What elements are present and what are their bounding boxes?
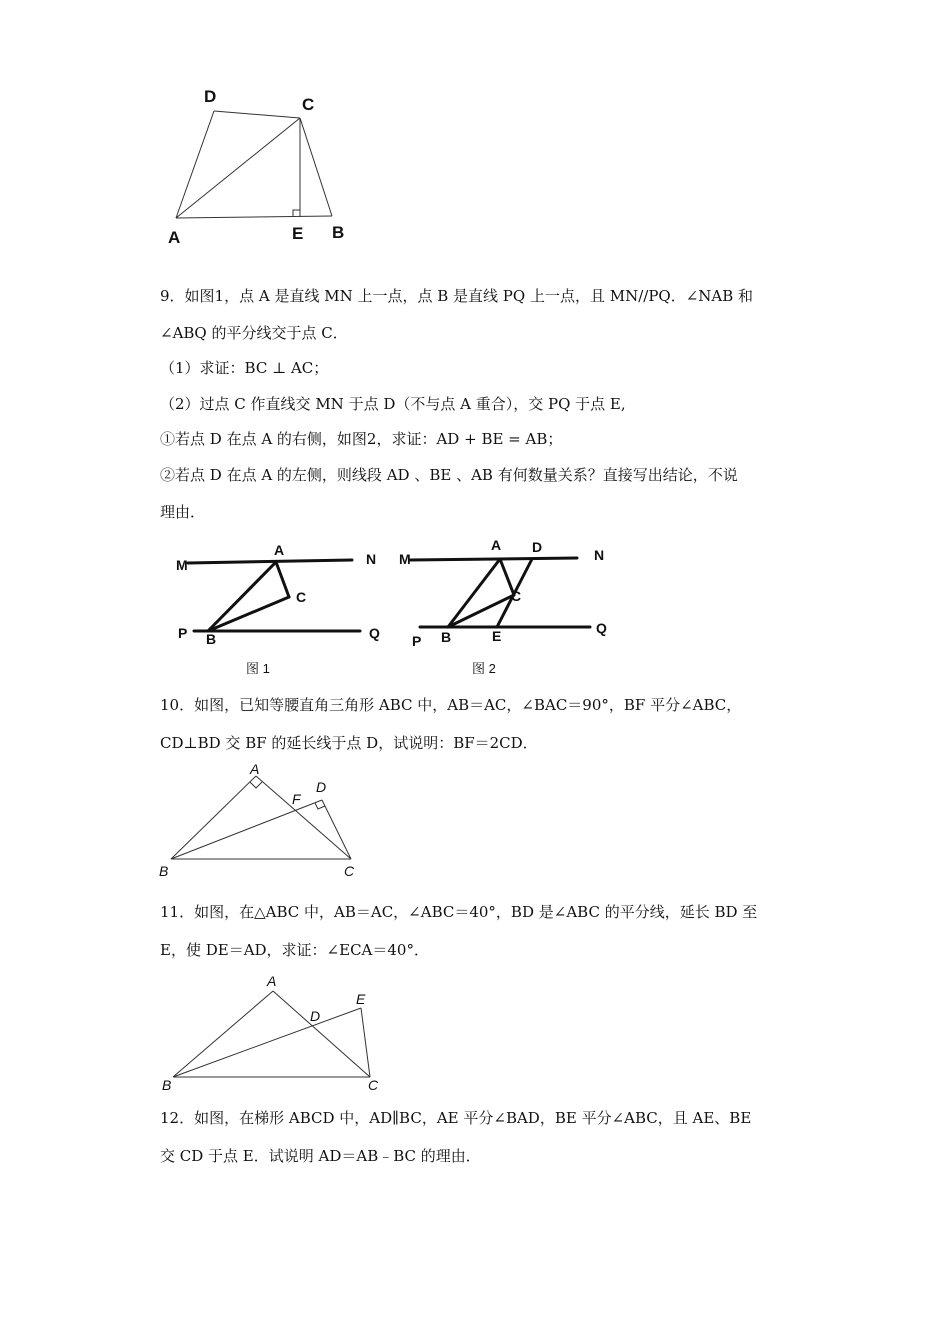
label-m: M — [399, 551, 411, 567]
label-a: A — [250, 761, 260, 777]
label-b: B — [162, 1077, 172, 1093]
label-b: B — [206, 631, 217, 647]
label-d: D — [316, 779, 327, 795]
segment-ba — [171, 776, 256, 859]
segment-bd — [171, 800, 322, 859]
segment-ab — [448, 559, 500, 627]
label-a: A — [168, 228, 181, 247]
label-c: C — [302, 95, 315, 114]
figure-2-caption: 图 2 — [472, 661, 496, 676]
label-a: A — [267, 973, 277, 989]
label-e: E — [492, 628, 502, 644]
figure-isosceles-right-triangle — [156, 758, 376, 888]
q9-line-5: ①若点 D 在点 A 的右侧，如图2，求证：AD + BE = AB； — [160, 430, 563, 448]
label-a: A — [491, 537, 502, 553]
figure-triangle-abc-extension — [156, 970, 396, 1095]
label-d: D — [310, 1008, 321, 1024]
label-b: B — [332, 223, 345, 242]
segment-cb — [300, 118, 332, 216]
label-m: M — [176, 557, 188, 573]
label-f: F — [292, 791, 301, 807]
figure-quadrilateral — [160, 84, 370, 254]
segment-ba — [173, 991, 273, 1077]
q12-line-1: 12．如图，在梯形 ABCD 中，AD∥BC，AE 平分∠BAD，BE 平分∠ABC，且 AE、BE — [160, 1109, 752, 1127]
label-d: D — [532, 539, 543, 555]
label-c: C — [511, 588, 522, 604]
label-e: E — [292, 224, 304, 243]
segment-ac — [176, 118, 300, 218]
label-n: N — [594, 547, 605, 563]
segment-dc — [322, 800, 351, 859]
segment-ac — [276, 562, 289, 597]
segment-ad — [176, 111, 214, 218]
q9-line-2: ∠ABQ 的平分线交于点 C． — [160, 324, 348, 342]
label-a: A — [274, 542, 285, 558]
figure-2-parallel-lines — [396, 534, 636, 684]
segment-ab — [208, 562, 276, 631]
figure-1-caption: 图 1 — [246, 661, 270, 676]
label-b: B — [159, 863, 169, 879]
label-n: N — [366, 551, 377, 567]
q10-line-2: CD⊥BD 交 BF 的延长线于点 D，试说明：BF＝2CD． — [160, 734, 538, 752]
segment-be — [173, 1008, 361, 1077]
line-mn — [410, 558, 577, 560]
q9-line-3: （1）求证：BC ⊥ AC； — [160, 359, 329, 377]
label-b: B — [441, 629, 452, 645]
label-d: D — [204, 87, 217, 106]
segment-bc — [208, 597, 289, 631]
label-c: C — [368, 1077, 379, 1093]
segment-ab — [176, 216, 332, 218]
q9-line-4: （2）过点 C 作直线交 MN 于点 D（不与点 A 重合），交 PQ 于点 E, — [160, 395, 626, 413]
q11-line-1: 11．如图，在△ABC 中，AB＝AC，∠ABC＝40°，BD 是∠ABC 的平分线，延长 BD 至 — [160, 903, 758, 921]
figure-1-parallel-lines — [170, 538, 400, 683]
line-mn — [188, 560, 352, 563]
q10-line-1: 10．如图，已知等腰直角三角形 ABC 中，AB＝AC，∠BAC＝90°，BF 平分∠ABC， — [160, 696, 742, 714]
segment-ec — [361, 1008, 370, 1077]
q9-line-7: 理由． — [160, 503, 206, 521]
label-e: E — [356, 991, 366, 1007]
label-p: P — [412, 633, 422, 649]
segment-dc — [214, 111, 300, 118]
right-angle-mark-a — [250, 782, 262, 788]
q11-line-2: E，使 DE＝AD，求证：∠ECA＝40°． — [160, 941, 429, 959]
q9-line-6: ②若点 D 在点 A 的左侧，则线段 AD 、BE 、AB 有何数量关系？直接写出结论，不说 — [160, 466, 738, 484]
q12-line-2: 交 CD 于点 E．试说明 AD＝AB﹣BC 的理由． — [160, 1147, 481, 1165]
segment-ac — [256, 776, 351, 859]
label-p: P — [178, 625, 188, 641]
label-q: Q — [369, 625, 380, 641]
label-c: C — [296, 589, 307, 605]
label-c: C — [344, 863, 355, 879]
q9-line-1: 9．如图1，点 A 是直线 MN 上一点，点 B 是直线 PQ 上一点，且 MN//PQ．∠NAB 和 — [160, 287, 754, 305]
label-q: Q — [596, 620, 607, 636]
